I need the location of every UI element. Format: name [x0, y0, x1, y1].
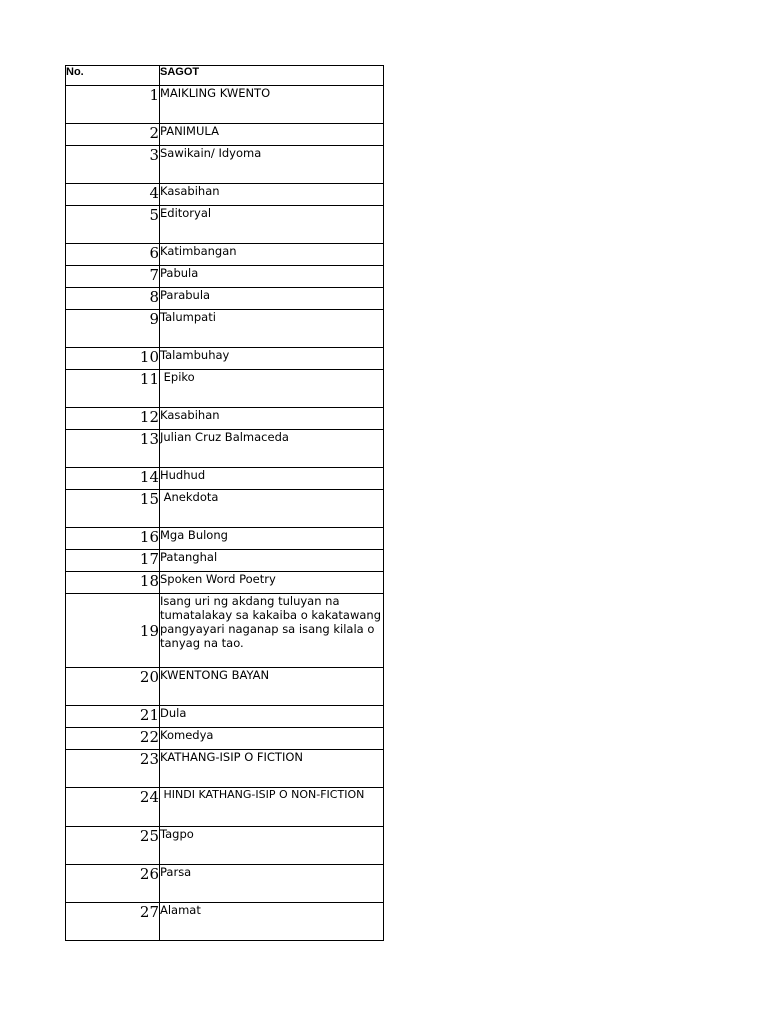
row-answer: Spoken Word Poetry [160, 572, 384, 594]
table-row [66, 550, 384, 572]
row-number: 12 [66, 408, 160, 430]
row-number: 7 [66, 266, 160, 288]
row-answer: Talambuhay [160, 348, 384, 370]
row-number: 1 [66, 86, 160, 124]
row-answer: Epiko [160, 370, 384, 408]
table-row [66, 750, 384, 788]
row-number: 13 [66, 430, 160, 468]
row-number: 2 [66, 124, 160, 146]
table-row [66, 86, 384, 124]
row-answer: Mga Bulong [160, 528, 384, 550]
table-row [66, 728, 384, 750]
row-number: 10 [66, 348, 160, 370]
row-answer: Komedya [160, 728, 384, 750]
header-answer: SAGOT [160, 66, 384, 86]
row-number: 27 [66, 903, 160, 941]
table-row [66, 903, 384, 941]
row-number: 4 [66, 184, 160, 206]
table-row [66, 146, 384, 184]
table-row [66, 348, 384, 370]
row-number: 23 [66, 750, 160, 788]
table-row [66, 408, 384, 430]
table-row [66, 288, 384, 310]
table-row [66, 572, 384, 594]
row-answer: Anekdota [160, 490, 384, 528]
row-number: 18 [66, 572, 160, 594]
table-row [66, 184, 384, 206]
row-answer: Katimbangan [160, 244, 384, 266]
table-row [66, 865, 384, 903]
header-number: No. [66, 66, 160, 86]
row-answer: Sawikain/ Idyoma [160, 146, 384, 184]
table-row [66, 827, 384, 865]
table-row [66, 206, 384, 244]
table-row [66, 266, 384, 288]
row-answer: Isang uri ng akdang tuluyan na tumatalakay sa kakaiba o kakatawang pangyayari naganap sa isang kilala o tanyag na tao. [160, 594, 384, 668]
row-number: 17 [66, 550, 160, 572]
table-row [66, 528, 384, 550]
row-answer: Pabula [160, 266, 384, 288]
row-number: 3 [66, 146, 160, 184]
row-number: 14 [66, 468, 160, 490]
row-answer: Tagpo [160, 827, 384, 865]
answer-table [65, 65, 384, 941]
row-answer: Kasabihan [160, 184, 384, 206]
header-row [66, 66, 384, 86]
row-number: 21 [66, 706, 160, 728]
row-answer: PANIMULA [160, 124, 384, 146]
row-answer: Alamat [160, 903, 384, 941]
row-answer: KWENTONG BAYAN [160, 668, 384, 706]
row-answer: Parsa [160, 865, 384, 903]
row-answer: Patanghal [160, 550, 384, 572]
row-number: 26 [66, 865, 160, 903]
table-row [66, 310, 384, 348]
table-row [66, 788, 384, 827]
row-answer: KATHANG-ISIP O FICTION [160, 750, 384, 788]
row-number: 22 [66, 728, 160, 750]
row-number: 15 [66, 490, 160, 528]
row-answer: Hudhud [160, 468, 384, 490]
row-number: 6 [66, 244, 160, 266]
row-number: 5 [66, 206, 160, 244]
table-row [66, 468, 384, 490]
row-answer: Kasabihan [160, 408, 384, 430]
table-row [66, 594, 384, 668]
row-number: 8 [66, 288, 160, 310]
row-number: 24 [66, 788, 160, 827]
row-answer: HINDI KATHANG-ISIP O NON-FICTION [160, 788, 384, 827]
row-answer: Dula [160, 706, 384, 728]
row-answer: Editoryal [160, 206, 384, 244]
row-answer: Julian Cruz Balmaceda [160, 430, 384, 468]
table-row [66, 706, 384, 728]
row-number: 19 [66, 594, 160, 668]
row-number: 11 [66, 370, 160, 408]
row-answer: Parabula [160, 288, 384, 310]
row-answer: MAIKLING KWENTO [160, 86, 384, 124]
row-number: 9 [66, 310, 160, 348]
row-answer: Talumpati [160, 310, 384, 348]
row-number: 16 [66, 528, 160, 550]
table-row [66, 124, 384, 146]
row-number: 20 [66, 668, 160, 706]
row-number: 25 [66, 827, 160, 865]
table-row [66, 430, 384, 468]
table-row [66, 668, 384, 706]
table-row [66, 490, 384, 528]
table-row [66, 370, 384, 408]
table-row [66, 244, 384, 266]
